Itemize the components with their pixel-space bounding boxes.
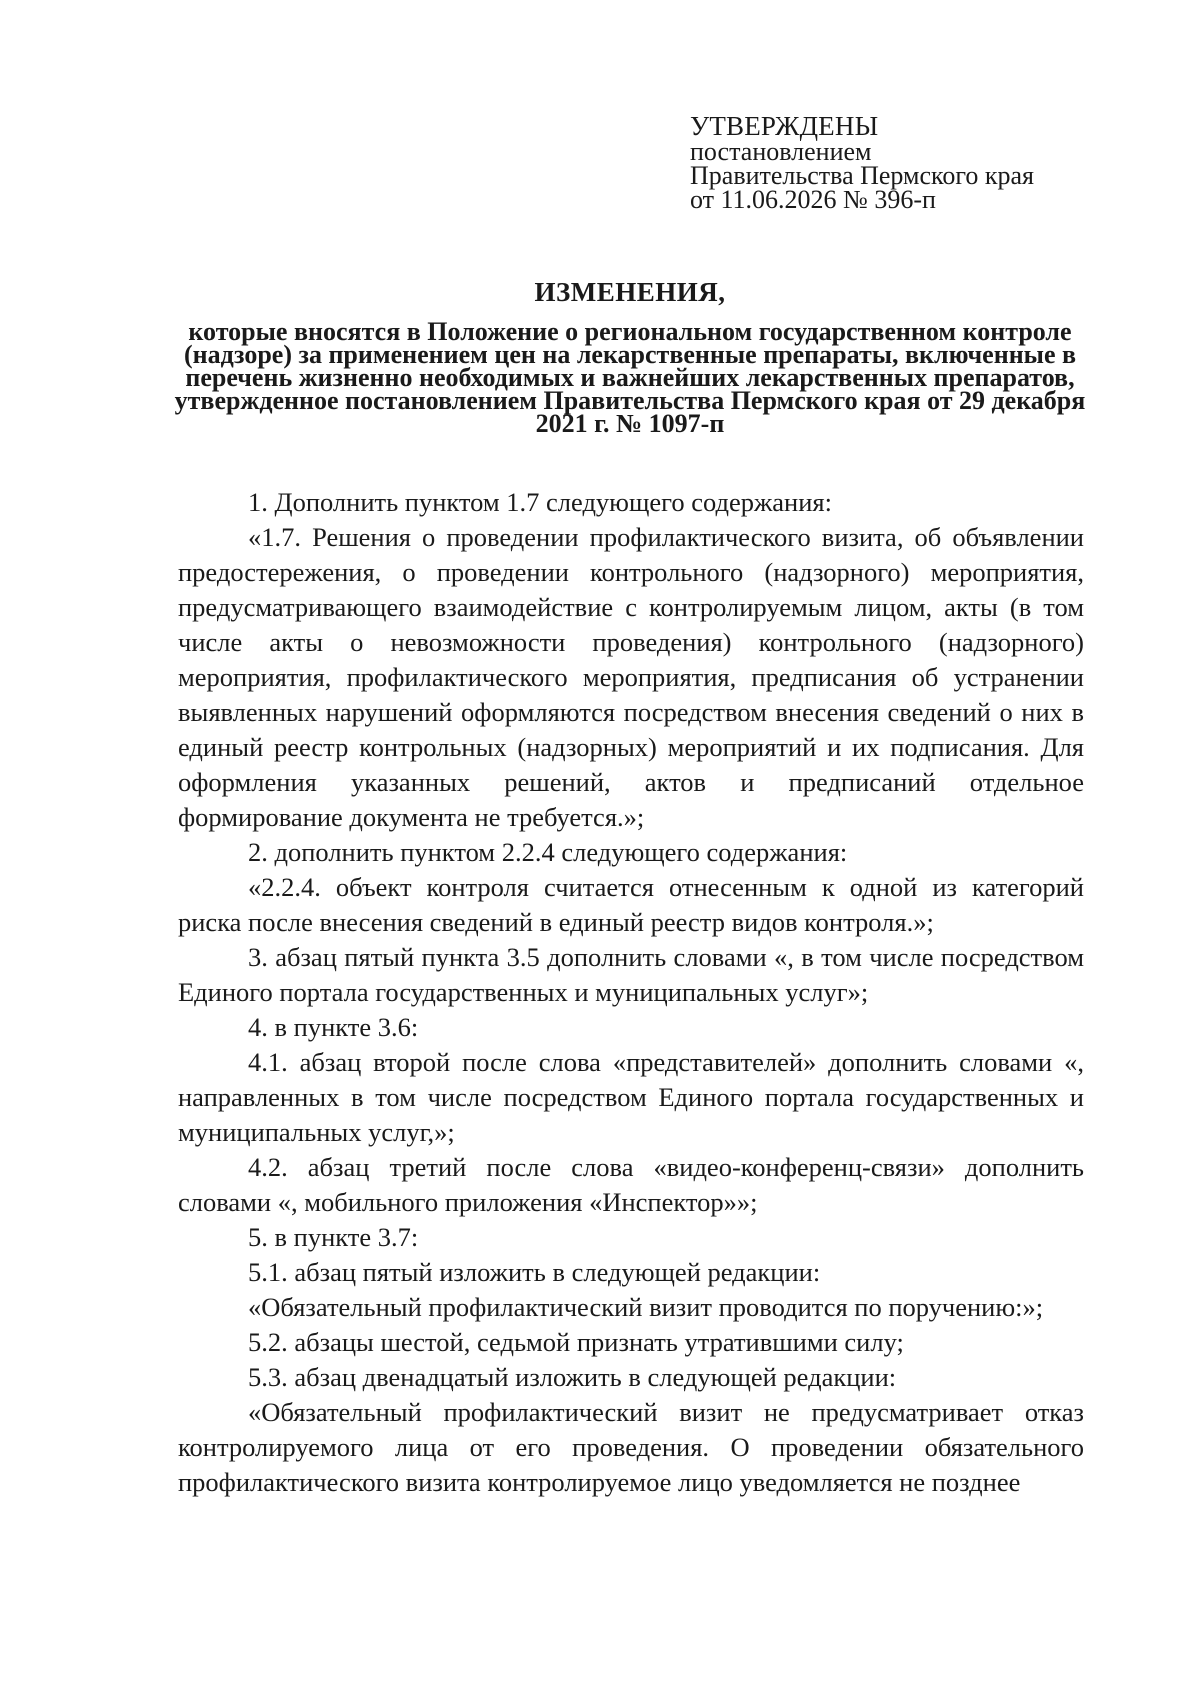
paragraph-9: 5. в пункте 3.7: bbox=[248, 1222, 419, 1252]
approval-stamp-block bbox=[690, 112, 1170, 212]
paragraph-3: 2. дополнить пунктом 2.2.4 следующего содержания: bbox=[248, 837, 848, 867]
paragraph-1: 1. Дополнить пунктом 1.7 следующего содержания: bbox=[248, 487, 832, 517]
paragraph-4: «2.2.4. объект контроля считается отнесенным к одной из категорий риска после внесения сведений в единый реестр видов контроля.»; bbox=[178, 872, 1084, 937]
paragraph-11: «Обязательный профилактический визит проводится по поручению:»; bbox=[248, 1292, 1044, 1322]
approval-line-1: постановлением bbox=[690, 137, 872, 166]
document-title-block bbox=[170, 276, 1090, 438]
paragraph-7: 4.1. абзац второй после слова «представителей» дополнить словами «, направленных в том числе посредством Единого портала государственных и муниципальных услуг,»; bbox=[178, 1047, 1084, 1147]
paragraph-12: 5.2. абзацы шестой, седьмой признать утратившими силу; bbox=[248, 1327, 904, 1357]
paragraph-13: 5.3. абзац двенадцатый изложить в следующей редакции: bbox=[248, 1362, 897, 1392]
paragraph-2: «1.7. Решения о проведении профилактического визита, об объявлении предостережения, о проведении контрольного (надзорного) мероприятия, предусматривающего взаимодействие с контролируемым лицом, акты (в том числе акты о невозможности проведения) контрольного (надзорного) мероприятия, профилактического мероприятия, предписания об устранении выявленных нарушений оформляются посредством внесения сведений о них в единый реестр контрольных (надзорных) мероприятий и их подписания. Для оформления указанных решений, актов и предписаний отдельное формирование документа не требуется.»; bbox=[178, 522, 1084, 832]
approval-line-2: Правительства Пермского края bbox=[690, 161, 1034, 190]
paragraph-10: 5.1. абзац пятый изложить в следующей редакции: bbox=[248, 1257, 821, 1287]
approved-heading: УТВЕРЖДЕНЫ bbox=[690, 111, 879, 141]
approval-line-3: от 11.06.2026 № 396-п bbox=[690, 185, 936, 214]
document-subtitle: которые вносятся в Положение о региональном государственном контроле (надзоре) за применением цен на лекарственные препараты, включенные в перечень жизненно необходимых и важнейших лекарственных препаратов, утвержденное постановлением Правительства Пермского края от 29 декабря 2021 г. № 1097-п bbox=[174, 317, 1086, 438]
document-body bbox=[178, 485, 1084, 1500]
paragraph-14: «Обязательный профилактический визит не предусматривает отказ контролируемого лица от его проведения. О проведении обязательного профилактического визита контролируемое лицо уведомляется не позднее bbox=[178, 1397, 1084, 1497]
paragraph-8: 4.2. абзац третий после слова «видео-конференц-связи» дополнить словами «, мобильного приложения «Инспектор»»; bbox=[178, 1152, 1084, 1217]
paragraph-6: 4. в пункте 3.6: bbox=[248, 1012, 419, 1042]
paragraph-5: 3. абзац пятый пункта 3.5 дополнить словами «, в том числе посредством Единого портала государственных и муниципальных услуг»; bbox=[178, 942, 1084, 1007]
document-title: ИЗМЕНЕНИЯ, bbox=[534, 277, 726, 307]
